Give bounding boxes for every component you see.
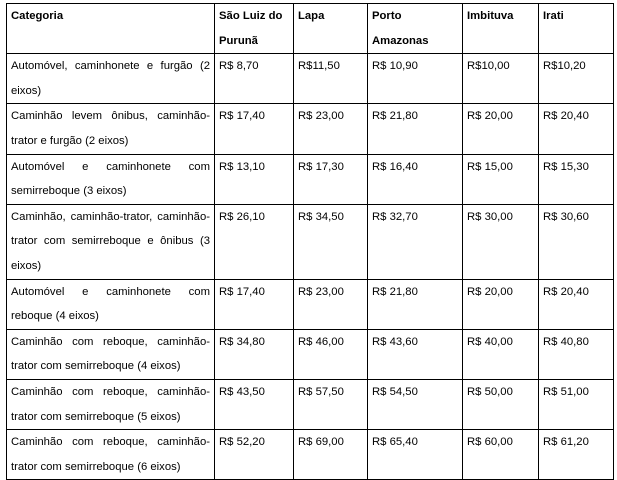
- price-cell: R$ 54,50: [368, 379, 463, 429]
- price-cell: R$ 40,80: [539, 329, 614, 379]
- price-cell: R$ 21,80: [368, 104, 463, 154]
- price-cell: R$ 32,70: [368, 204, 463, 279]
- price-cell: R$ 20,00: [463, 104, 539, 154]
- toll-table: [6, 3, 614, 480]
- table-row: [7, 430, 614, 480]
- price-cell: R$ 51,00: [539, 379, 614, 429]
- price-cell: R$10,00: [463, 54, 539, 104]
- price-cell: R$ 46,00: [294, 329, 368, 379]
- price-cell: R$ 52,20: [215, 430, 294, 480]
- price-cell: R$ 21,80: [368, 279, 463, 329]
- table-row: [7, 279, 614, 329]
- category-cell: Caminhão com reboque, caminhão-trator com semirreboque (4 eixos): [7, 329, 215, 379]
- price-cell: R$ 34,50: [294, 204, 368, 279]
- price-cell: R$ 60,00: [463, 430, 539, 480]
- price-cell: R$ 43,50: [215, 379, 294, 429]
- header-categoria: Categoria: [7, 4, 215, 54]
- table-row: [7, 204, 614, 279]
- price-cell: R$ 23,00: [294, 279, 368, 329]
- price-cell: R$ 50,00: [463, 379, 539, 429]
- price-cell: R$ 20,00: [463, 279, 539, 329]
- price-cell: R$ 8,70: [215, 54, 294, 104]
- header-imbituva: Imbituva: [463, 4, 539, 54]
- header-row: [7, 4, 614, 54]
- price-cell: R$ 10,90: [368, 54, 463, 104]
- header-sao-luiz-do-puruna: São Luiz do Purunã: [215, 4, 294, 54]
- category-cell: Automóvel e caminhonete com semirreboque (3 eixos): [7, 154, 215, 204]
- price-cell: R$10,20: [539, 54, 614, 104]
- category-cell: Caminhão levem ônibus, caminhão-trator e furgão (2 eixos): [7, 104, 215, 154]
- price-cell: R$11,50: [294, 54, 368, 104]
- table-row: [7, 329, 614, 379]
- price-cell: R$ 15,00: [463, 154, 539, 204]
- price-cell: R$ 40,00: [463, 329, 539, 379]
- price-cell: R$ 34,80: [215, 329, 294, 379]
- price-cell: R$ 65,40: [368, 430, 463, 480]
- price-cell: R$ 61,20: [539, 430, 614, 480]
- price-cell: R$ 23,00: [294, 104, 368, 154]
- category-cell: Automóvel e caminhonete com reboque (4 eixos): [7, 279, 215, 329]
- price-cell: R$ 15,30: [539, 154, 614, 204]
- price-cell: R$ 17,30: [294, 154, 368, 204]
- table-row: [7, 379, 614, 429]
- table-row: [7, 154, 614, 204]
- price-cell: R$ 57,50: [294, 379, 368, 429]
- price-cell: R$ 30,00: [463, 204, 539, 279]
- category-cell: Automóvel, caminhonete e furgão (2 eixos): [7, 54, 215, 104]
- price-cell: R$ 16,40: [368, 154, 463, 204]
- price-cell: R$ 17,40: [215, 104, 294, 154]
- table-row: [7, 104, 614, 154]
- category-cell: Caminhão com reboque, caminhão-trator com semirreboque (5 eixos): [7, 379, 215, 429]
- header-irati: Irati: [539, 4, 614, 54]
- table-row: [7, 54, 614, 104]
- category-cell: Caminhão, caminhão-trator, caminhão-trator com semirreboque e ônibus (3 eixos): [7, 204, 215, 279]
- price-cell: R$ 30,60: [539, 204, 614, 279]
- price-cell: R$ 43,60: [368, 329, 463, 379]
- header-porto-amazonas: Porto Amazonas: [368, 4, 463, 54]
- price-cell: R$ 20,40: [539, 104, 614, 154]
- price-cell: R$ 69,00: [294, 430, 368, 480]
- header-lapa: Lapa: [294, 4, 368, 54]
- price-cell: R$ 26,10: [215, 204, 294, 279]
- price-cell: R$ 17,40: [215, 279, 294, 329]
- price-cell: R$ 20,40: [539, 279, 614, 329]
- category-cell: Caminhão com reboque, caminhão-trator com semirreboque (6 eixos): [7, 430, 215, 480]
- price-cell: R$ 13,10: [215, 154, 294, 204]
